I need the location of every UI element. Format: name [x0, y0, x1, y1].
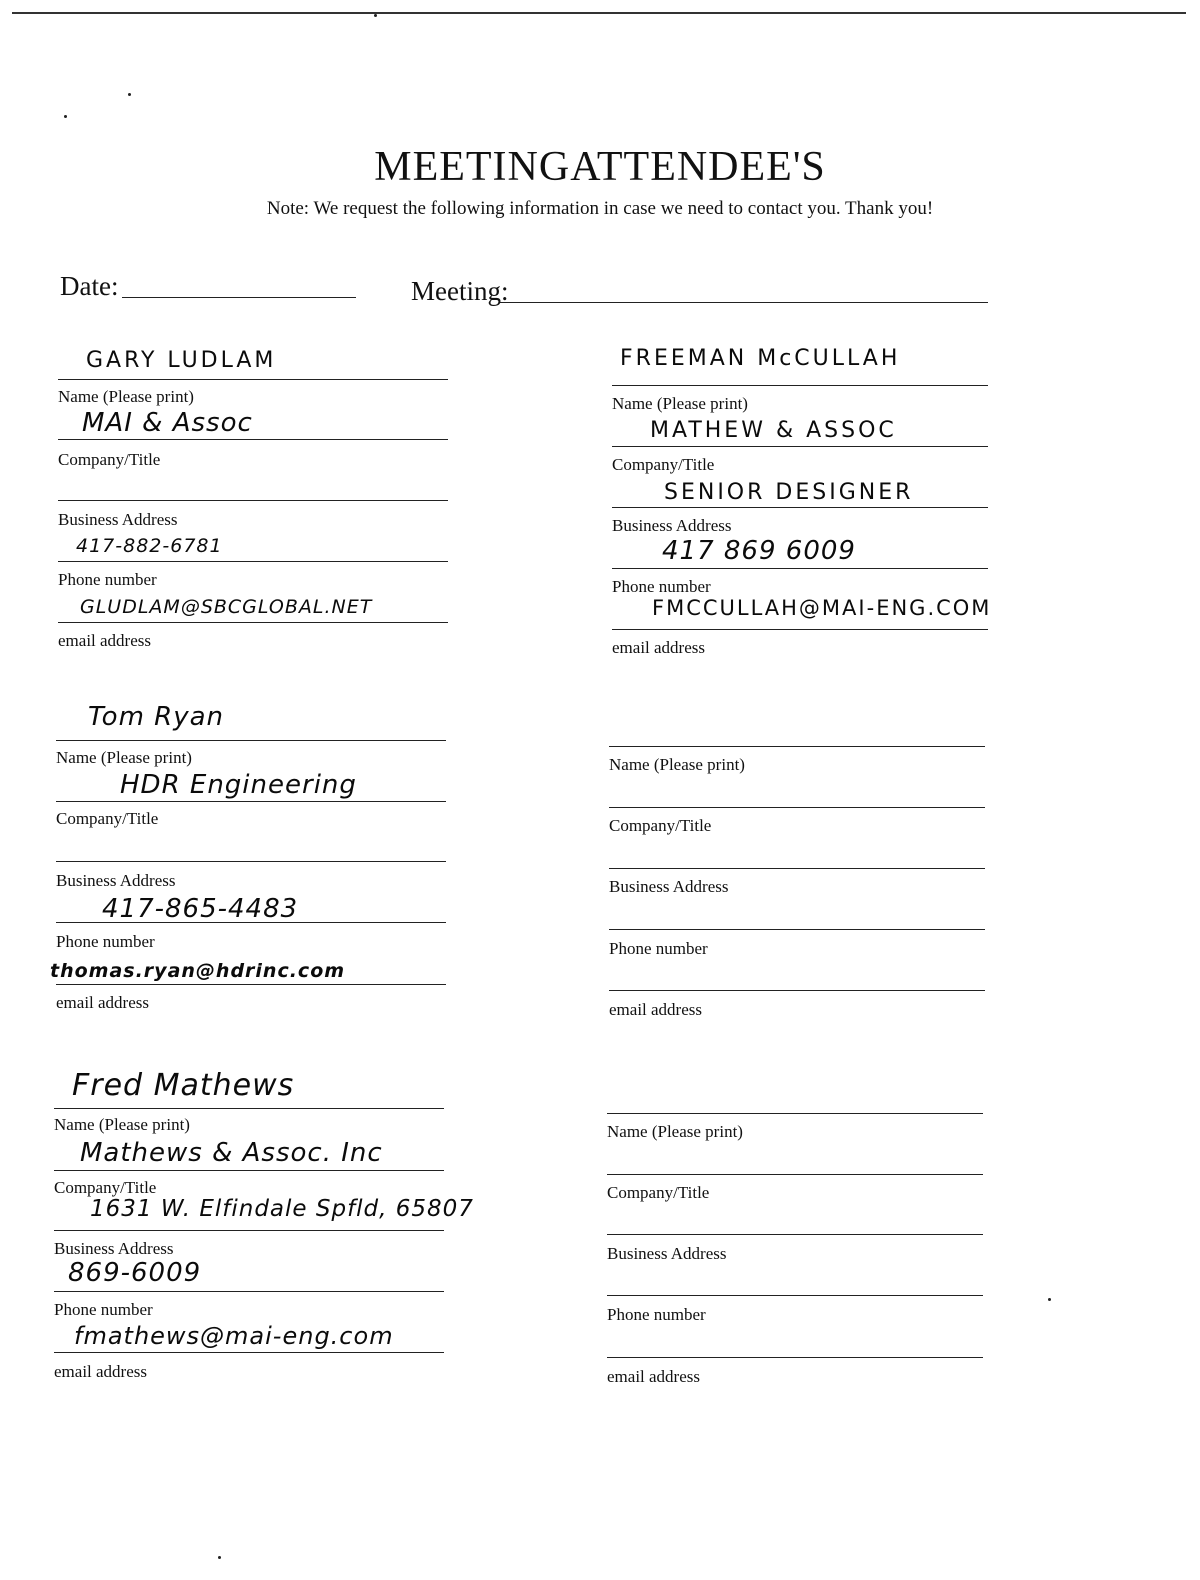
attendee-2-phone: 417 869 6009 — [662, 536, 856, 566]
phone-line[interactable] — [612, 568, 988, 569]
email-label: email address — [609, 1000, 702, 1019]
address-line[interactable] — [612, 507, 988, 508]
name-label: Name (Please print) — [56, 748, 192, 767]
attendee-3-email: thomas.ryan@hdrinc.com — [50, 960, 346, 982]
company-line[interactable] — [56, 801, 446, 802]
page-top-border — [12, 12, 1186, 14]
date-field[interactable] — [122, 297, 356, 298]
name-label: Name (Please print) — [609, 755, 745, 774]
email-label: email address — [56, 993, 149, 1012]
phone-label: Phone number — [54, 1300, 153, 1319]
attendee-2-email: FMCCULLAH@MAI-ENG.COM — [652, 596, 992, 620]
address-line[interactable] — [609, 868, 985, 869]
attendee-5-name: Fred Mathews — [72, 1068, 295, 1103]
scan-speck — [64, 115, 67, 118]
email-label: email address — [54, 1362, 147, 1381]
phone-line[interactable] — [54, 1291, 444, 1292]
meeting-field[interactable] — [500, 302, 988, 303]
scan-speck — [374, 14, 377, 17]
attendee-1-email: GLUDLAM@SBCGLOBAL.NET — [80, 596, 373, 618]
address-label: Business Address — [609, 877, 729, 896]
phone-line[interactable] — [58, 561, 448, 562]
address-label: Business Address — [56, 871, 176, 890]
address-label: Business Address — [54, 1239, 174, 1258]
name-line[interactable] — [607, 1113, 983, 1114]
name-line[interactable] — [609, 746, 985, 747]
email-label: email address — [607, 1367, 700, 1386]
address-line[interactable] — [607, 1234, 983, 1235]
attendee-3-name: Tom Ryan — [88, 702, 225, 732]
address-line[interactable] — [54, 1230, 444, 1231]
phone-label: Phone number — [612, 577, 711, 596]
attendee-5-company: Mathews & Assoc. Inc — [80, 1138, 383, 1168]
phone-label: Phone number — [58, 570, 157, 589]
company-line[interactable] — [607, 1174, 983, 1175]
attendee-2-company: MATHEW & ASSOC — [650, 418, 897, 443]
address-label: Business Address — [58, 510, 178, 529]
phone-label: Phone number — [609, 939, 708, 958]
name-label: Name (Please print) — [54, 1115, 190, 1134]
company-label: Company/Title — [58, 450, 161, 469]
name-line[interactable] — [56, 740, 446, 741]
company-label: Company/Title — [612, 455, 715, 474]
email-line[interactable] — [612, 629, 988, 630]
company-line[interactable] — [609, 807, 985, 808]
attendee-2-address: SENIOR DESIGNER — [664, 480, 914, 505]
company-line[interactable] — [612, 446, 988, 447]
phone-label: Phone number — [607, 1305, 706, 1324]
scan-speck — [218, 1556, 221, 1559]
scan-speck — [128, 93, 131, 96]
meeting-label: Meeting: — [411, 276, 509, 306]
email-line[interactable] — [54, 1352, 444, 1353]
email-label: email address — [612, 638, 705, 657]
email-line[interactable] — [609, 990, 985, 991]
form-note: Note: We request the following information in case we need to contact you. Thank you! — [266, 198, 934, 219]
company-line[interactable] — [58, 439, 448, 440]
company-label: Company/Title — [609, 816, 712, 835]
attendee-3-phone: 417-865-4483 — [102, 894, 299, 924]
email-label: email address — [58, 631, 151, 650]
address-line[interactable] — [56, 861, 446, 862]
attendee-5-address: 1631 W. Elfindale Spfld, 65807 — [90, 1196, 474, 1222]
name-label: Name (Please print) — [607, 1122, 743, 1141]
company-label: Company/Title — [54, 1178, 157, 1197]
phone-label: Phone number — [56, 932, 155, 951]
attendee-1-name: GARY LUDLAM — [86, 348, 277, 373]
email-line[interactable] — [56, 984, 446, 985]
name-label: Name (Please print) — [612, 394, 748, 413]
form-title: MEETINGATTENDEE'S — [374, 144, 826, 190]
email-line[interactable] — [58, 622, 448, 623]
attendee-5-email: fmathews@mai-eng.com — [74, 1322, 394, 1350]
attendee-2-name: FREEMAN McCULLAH — [620, 346, 901, 371]
name-line[interactable] — [612, 385, 988, 386]
address-label: Business Address — [607, 1244, 727, 1263]
address-line[interactable] — [58, 500, 448, 501]
phone-line[interactable] — [607, 1295, 983, 1296]
phone-line[interactable] — [609, 929, 985, 930]
attendee-1-phone: 417-882-6781 — [76, 535, 223, 557]
name-line[interactable] — [54, 1108, 444, 1109]
attendee-3-company: HDR Engineering — [120, 770, 357, 800]
name-line[interactable] — [58, 379, 448, 380]
company-label: Company/Title — [607, 1183, 710, 1202]
email-line[interactable] — [607, 1357, 983, 1358]
company-label: Company/Title — [56, 809, 159, 828]
attendee-1-company: MAI & Assoc — [82, 408, 253, 438]
scan-speck — [1048, 1298, 1051, 1301]
phone-line[interactable] — [56, 922, 446, 923]
name-label: Name (Please print) — [58, 387, 194, 406]
attendee-5-phone: 869-6009 — [68, 1258, 202, 1288]
date-label: Date: — [60, 271, 119, 301]
address-label: Business Address — [612, 516, 732, 535]
company-line[interactable] — [54, 1170, 444, 1171]
